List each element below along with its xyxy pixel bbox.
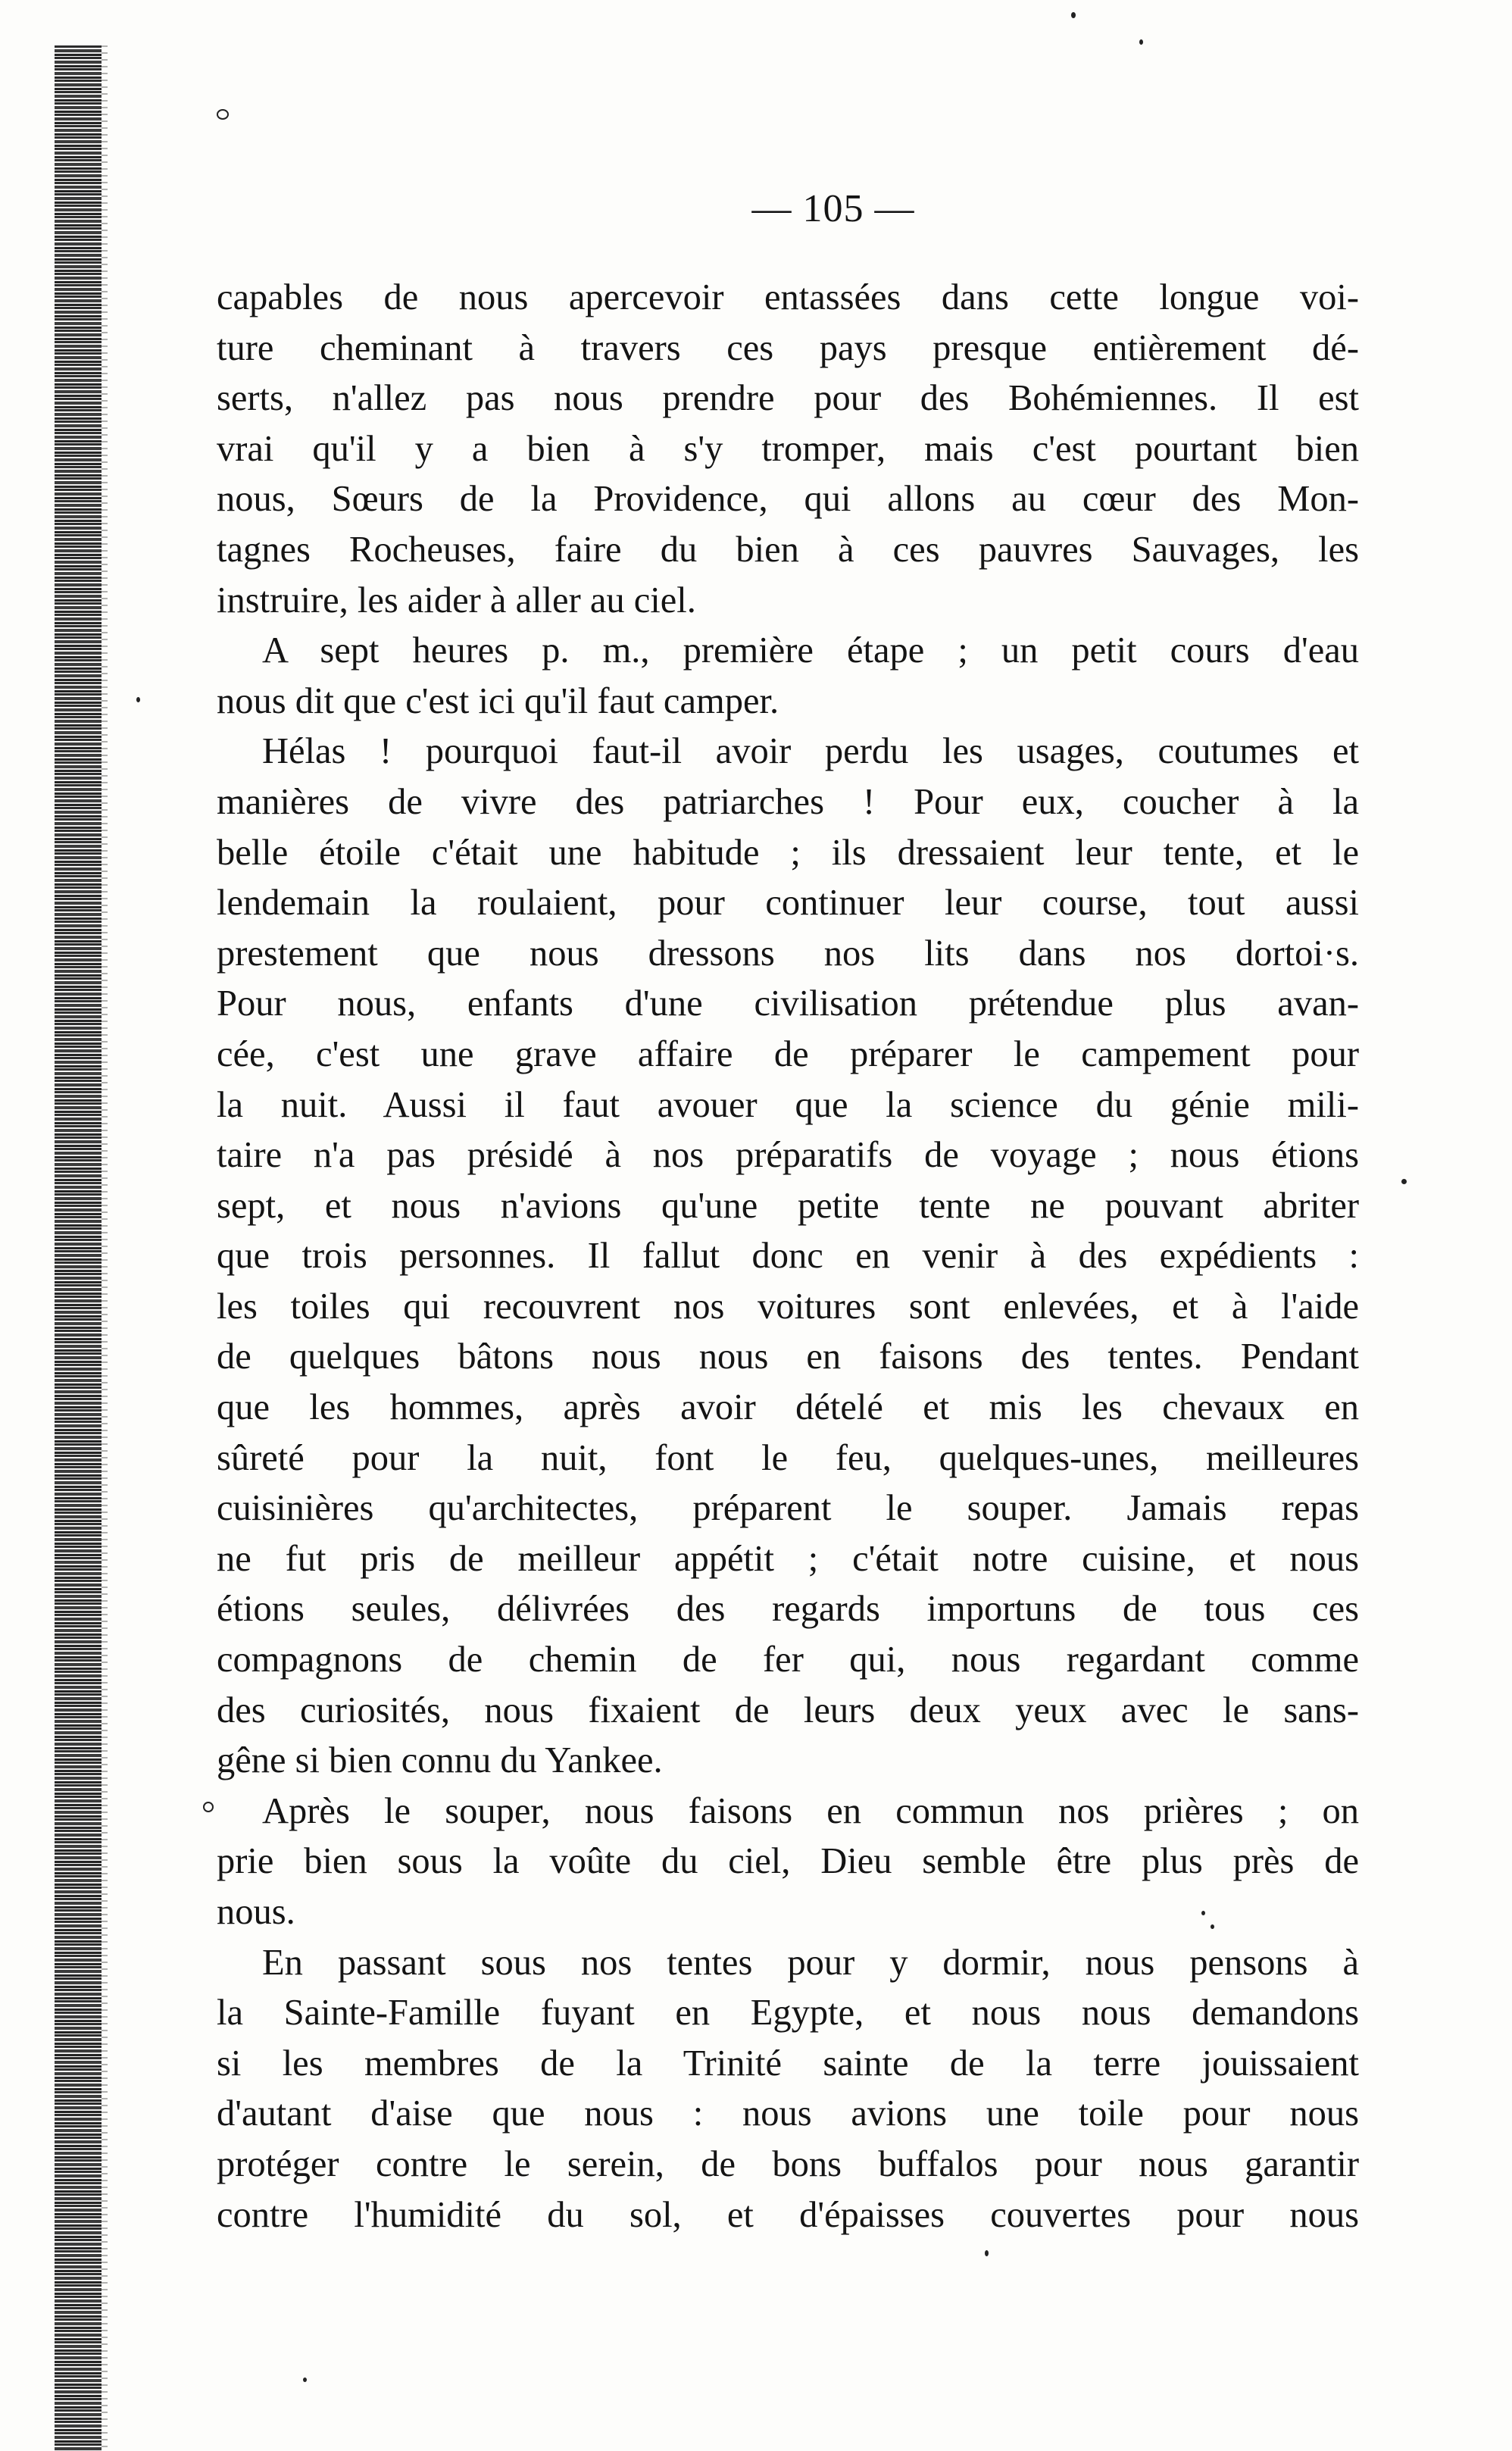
text-line: Après le souper, nous faisons en commun nos prières ; on	[262, 1790, 1359, 1831]
text-line: gêne si bien connu du Yankee.	[217, 1740, 663, 1781]
text-line: ne fut pris de meilleur appétit ; c'était notre cuisine, et nous	[217, 1538, 1359, 1579]
text-line: la Sainte-Famille fuyant en Egypte, et nous nous demandons	[217, 1993, 1359, 2034]
text-line: vrai qu'il y a bien à s'y tromper, mais c'est pourtant bien	[217, 428, 1359, 469]
text-line: nous.	[217, 1892, 295, 1932]
text-line: serts, n'allez pas nous prendre pour des Bohémiennes. Il est	[217, 378, 1359, 419]
ink-speck	[985, 2250, 989, 2256]
text-line: protéger contre le serein, de bons buffalos pour nous garantir	[217, 2143, 1359, 2184]
text-line: des curiosités, nous fixaient de leurs deux yeux avec le sans-	[217, 1690, 1359, 1730]
text-line: nous, Sœurs de la Providence, qui allons au cœur des Mon-	[217, 479, 1359, 520]
text-line: la nuit. Aussi il faut avouer que la science du génie mili-	[217, 1084, 1359, 1125]
text-line: prestement que nous dressons nos lits dans nos dortoi·s.	[217, 933, 1359, 974]
text-line: ture cheminant à travers ces pays presque entièrement dé-	[217, 327, 1359, 368]
text-line: contre l'humidité du sol, et d'épaisses couvertes pour nous	[217, 2194, 1359, 2235]
text-line: taire n'a pas présidé à nos préparatifs de voyage ; nous étions	[217, 1135, 1359, 1176]
ink-speck	[303, 2378, 307, 2382]
scanned-binding-edge	[55, 45, 102, 2451]
text-line: belle étoile c'était une habitude ; ils dressaient leur tente, et le	[217, 832, 1359, 873]
text-line: étions seules, délivrées des regards importuns de tous ces	[217, 1589, 1359, 1630]
text-line: nous dit que c'est ici qu'il faut camper.	[217, 680, 779, 721]
page-number: — 105 —	[751, 187, 915, 230]
text-line: cuisinières qu'architectes, préparent le souper. Jamais repas	[217, 1488, 1359, 1529]
text-line: cée, c'est une grave affaire de préparer le campement pour	[217, 1033, 1359, 1074]
text-line: sûreté pour la nuit, font le feu, quelques-unes, meilleures	[217, 1437, 1359, 1478]
ink-speck	[136, 697, 140, 702]
text-line: capables de nous apercevoir entassées dans cette longue voi-	[217, 277, 1359, 317]
ink-speck	[1401, 1179, 1407, 1184]
text-line: instruire, les aider à aller au ciel.	[217, 580, 696, 621]
text-line: lendemain la roulaient, pour continuer leur course, tout aussi	[217, 883, 1359, 924]
text-line: Hélas ! pourquoi faut-il avoir perdu les usages, coutumes et	[262, 731, 1359, 772]
text-line: si les membres de la Trinité sainte de la terre jouissaient	[217, 2043, 1359, 2084]
body-text	[217, 273, 1359, 2240]
text-line: compagnons de chemin de fer qui, nous regardant comme	[217, 1640, 1359, 1680]
ink-speck	[217, 109, 229, 120]
ink-speck	[203, 1802, 214, 1812]
text-line: de quelques bâtons nous nous en faisons des tentes. Pendant	[217, 1336, 1359, 1377]
text-line: En passant sous nos tentes pour y dormir, nous pensons à	[262, 1942, 1359, 1983]
text-line: sept, et nous n'avions qu'une petite tente ne pouvant abriter	[217, 1185, 1359, 1226]
text-line: que trois personnes. Il fallut donc en venir à des expédients :	[217, 1236, 1359, 1277]
text-line: les toiles qui recouvrent nos voitures sont enlevées, et à l'aide	[217, 1286, 1359, 1327]
text-line: d'autant d'aise que nous : nous avions une toile pour nous	[217, 2093, 1359, 2134]
text-line: manières de vivre des patriarches ! Pour eux, coucher à la	[217, 781, 1359, 822]
text-line: A sept heures p. m., première étape ; un petit cours d'eau	[262, 630, 1359, 671]
text-line: Pour nous, enfants d'une civilisation prétendue plus avan-	[217, 983, 1359, 1024]
text-line: prie bien sous la voûte du ciel, Dieu semble être plus près de	[217, 1841, 1359, 1882]
ink-speck	[1139, 39, 1143, 45]
ink-speck	[1071, 12, 1076, 18]
text-line: que les hommes, après avoir dételé et mis les chevaux en	[217, 1387, 1359, 1428]
text-line: tagnes Rocheuses, faire du bien à ces pauvres Sauvages, les	[217, 529, 1359, 570]
